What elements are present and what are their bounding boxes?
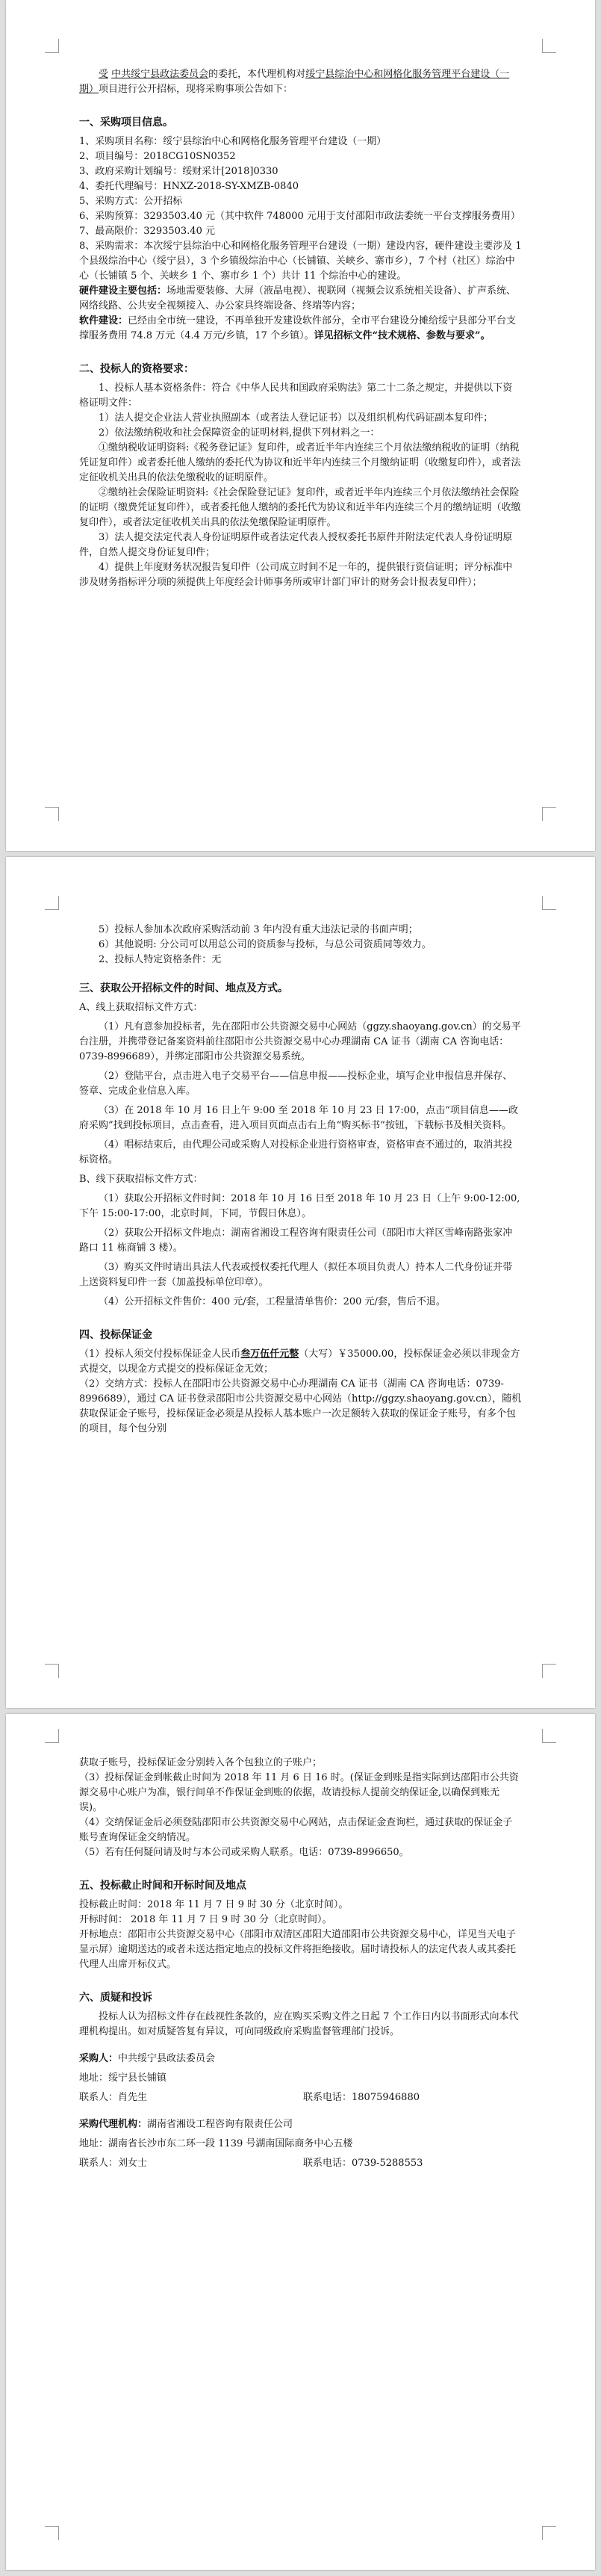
address-label: 地址： xyxy=(79,2072,109,2084)
s1-item: 8、采购需求：本次绥宁县综治中心和网格化服务管理平台建设（一期）建设内容，硬件建设主要涉及 1 个县级综治中心（绥宁县），3 个乡镇级综治中心（长铺镇、关峡乡、寨市乡），7 个村（社区）综治中心（长铺镇 5 个、关峡乡 1 个、寨市乡 1 个）共计 11 个综治中心的建设。 xyxy=(79,241,522,282)
online-step: （1）凡有意参加投标者，先在邵阳市公共资源交易中心网站（ggzy.shaoyang.gov.cn）的交易平台注册，并携带登记备案资料前往邵阳市公共资源交易中心办理湖南 CA 证书（湖南 CA 咨询电话：0739-8996689），并绑定邵阳市公共资源交易系统。 xyxy=(79,1021,521,1062)
document-page-3 xyxy=(6,1714,595,2570)
agency-line xyxy=(79,2117,522,2132)
purchaser-label: 采购人： xyxy=(79,2053,119,2064)
hardware-text: 场地需要装修、大屏（液晶电视）、视联网（视频会议系统相关设备）、扩声系统、网络线路、公共安全视频接入、办公家具终端设备、终端等内容； xyxy=(79,285,517,312)
offline-step: （1）获取公开招标文件时间：2018 年 10 月 16 日至 2018 年 10 月 23 日（上午 9:00-12:00,下午 15:00-17:00，北京时间，下同，节假日休息）。 xyxy=(79,1193,520,1219)
s2-item: 3）法人提交法定代表人身份证明原件或者法定代表人授权委托书原件并附法定代表人身份证明原件，自然人提交身份证复印件； xyxy=(79,532,513,558)
intro-blank: 受 xyxy=(99,69,109,80)
contact-value: 刘女士 xyxy=(118,2158,148,2169)
crop-mark xyxy=(542,1729,556,1743)
crop-mark xyxy=(542,896,556,910)
section-1-title: 一、采购项目信息。 xyxy=(79,117,173,129)
deposit-amount: 叁万伍仟元整 xyxy=(240,1349,299,1360)
address-value: 湖南省长沙市东二环一段 1139 号湖南国际商务中心五楼 xyxy=(108,2138,353,2149)
offline-step: （2）获取公开招标文件地点：湖南省湘设工程咨询有限责任公司（邵阳市大祥区雪峰南路张家冲路口 11 栋商铺 3 楼）。 xyxy=(79,1227,513,1254)
s2-item: 2）依法缴纳税收和社会保障资金的证明材料,提供下列材料之一： xyxy=(99,427,380,439)
deposit-text: （1）投标人须交付投标保证金人民币 xyxy=(79,1349,241,1360)
phone-value: 0739-5288553 xyxy=(352,2158,423,2169)
agency-name: 湖南省湘设工程咨询有限责任公司 xyxy=(147,2119,293,2130)
s2-item: ②缴纳社会保险证明资料:《社会保险登记证》复印件，或者近半年内连续三个月依法缴纳社会保险的证明（缴费凭证复印件），或者委托他人缴纳的委托代为协议和近半年内连续三个月的缴纳证明（收缴复印件），或者法定征收机关出具的依法免缴保险证明原件。 xyxy=(79,487,521,528)
software-tail: 详见招标文件“技术规格、参数与要求”。 xyxy=(314,330,491,341)
phone-label: 联系电话： xyxy=(303,2092,352,2103)
deposit-item: （4）交纳保证金后必须登陆邵阳市公共资源交易中心网站，点击保证金查询栏，通过获取的保证金子账号查询保证金交纳情况。 xyxy=(79,1817,513,1843)
offline-step: （3）购买文件时请出具法人代表或授权委托代理人（拟任本项目负责人）持本人二代身份证并带上送资料复印件一套（加盖投标单位印章）。 xyxy=(79,1262,513,1288)
s1-item: 1、采购项目名称：绥宁县综治中心和网格化服务管理平台建设（一期） xyxy=(79,136,387,147)
s2-item: 1、投标人基本资格条件：符合《中华人民共和国政府采购法》第二十二条之规定，并提供以下资格证明文件： xyxy=(79,383,513,409)
crop-mark xyxy=(45,807,59,821)
s2-item: 4）提供上年度财务状况报告复印件（公司成立时间不足一年的，提供银行资信证明；评分标准中涉及财务指标评分项的须提供上年度经会计师事务所或审计部门审计的财务会计报表复印件）； xyxy=(79,562,513,588)
software-text: 已经由全市统一建设，不再单独开发建设软件部分，全市平台建设分摊给绥宁县部分平台支撑服务费用 74.8 万元（4.4 万元/乡镇，17 个乡镇）。 xyxy=(79,315,517,341)
contact-label: 联系人： xyxy=(79,2158,119,2169)
intro-paragraph xyxy=(79,67,522,97)
s2-item: 5）投标人参加本次政府采购活动前 3 年内没有重大违法记录的书面声明； xyxy=(99,924,418,935)
section-4-title: 四、投标保证金 xyxy=(79,1329,152,1341)
s2-item: 6）其他说明: 分公司可以用总公司的资质参与投标，与总公司资质同等效力。 xyxy=(99,939,432,950)
software-paragraph xyxy=(79,314,522,344)
crop-mark xyxy=(542,2526,556,2540)
agency-label: 采购代理机构： xyxy=(79,2119,148,2130)
crop-mark xyxy=(542,807,556,821)
deposit-continued: 获取子账号，投标保证金分别转入各个包独立的子账户； xyxy=(79,1757,323,1768)
page-2-content xyxy=(79,923,522,1437)
online-step: （2）登陆平台，点击进入电子交易平台——信息申报——投标企业，填写企业申报信息并保存、签章、完成企业信息入库。 xyxy=(79,1071,513,1097)
phone-label: 联系电话： xyxy=(303,2158,352,2169)
crop-mark xyxy=(542,39,556,53)
crop-mark xyxy=(45,1664,59,1678)
intro-text: 的委托，本代理机构对 xyxy=(208,69,306,80)
deadline-item: 开标地点：邵阳市公共资源交易中心（邵阳市双清区邵阳大道邵阳市公共资源交易中心，详见当天电子显示屏）逾期送达的或者未送达指定地点的投标文件将拒绝接收。届时请投标人的法定代表人或其委托代理人出席开标仪式。 xyxy=(79,1929,517,1970)
phone-value: 18075946880 xyxy=(352,2092,420,2103)
section-3-title: 三、获取公开招标文件的时间、地点及方式。 xyxy=(79,982,288,994)
s2-item: 2、投标人特定资格条件：无 xyxy=(99,954,222,965)
contact-value: 肖先生 xyxy=(118,2092,148,2103)
purchaser-address xyxy=(79,2071,522,2086)
address-value: 绥宁县长铺镇 xyxy=(108,2072,167,2084)
deadline-item: 开标时间： 2018 年 11 月 7 日 9 时 30 分（北京时间）。 xyxy=(79,1914,332,1925)
deadline-item: 投标截止时间：2018 年 11 月 7 日 9 时 30 分（北京时间）。 xyxy=(79,1899,349,1910)
intro-text-end: 项目进行公开招标，现将采购事项公告如下： xyxy=(99,84,293,95)
intro-purchaser: 中共绥宁县政法委员会 xyxy=(111,69,209,80)
crop-mark xyxy=(45,39,59,53)
s1-item: 4、委托代理编号：HNXZ-2018-SY-XMZB-0840 xyxy=(79,181,299,192)
intro-project: 绥宁县综治中心和网格化服务管理平台建设（一期） xyxy=(79,69,510,95)
software-label: 软件建设： xyxy=(79,315,128,326)
s1-item: 2、项目编号：2018CG10SN0352 xyxy=(79,151,236,162)
section-6-title: 六、质疑和投诉 xyxy=(79,1992,152,2004)
online-method-title: A、线上获取招标文件方式： xyxy=(79,1002,203,1013)
online-step: （3）在 2018 年 10 月 16 日上午 9:00 至 2018 年 10 月 23 日 17:00，点击“项目信息——政府采购”找到投标项目，点击查看，进入项目页面点击右上角“购买标书”按钮，下载标书及相关资料。 xyxy=(79,1105,518,1131)
s2-item: 1）法人提交企业法人营业执照副本（或者法人登记证书）以及组织机构代码证副本复印件； xyxy=(99,412,493,424)
crop-mark xyxy=(542,1664,556,1678)
section-5-title: 五、投标截止时间和开标时间及地点 xyxy=(79,1880,246,1892)
purchaser-line xyxy=(79,2052,522,2066)
offline-step: （4）公开招标文件售价：400 元/套，工程量清单售价：200 元/套，售后不退。 xyxy=(99,1296,446,1307)
deposit-item-1 xyxy=(79,1347,522,1377)
contact-label: 联系人： xyxy=(79,2092,119,2103)
crop-mark xyxy=(45,1729,59,1743)
deposit-item: （5）若有任何疑问请及时与本公司或采购人联系。电话：0739-8996650。 xyxy=(79,1847,409,1858)
purchaser-name: 中共绥宁县政法委员会 xyxy=(118,2053,216,2064)
page-1-content xyxy=(79,67,522,590)
complaint-text: 投标人认为招标文件存在歧视性条款的，应在购买采购文件之日起 7 个工作日内以书面形式向本代理机构提出。如对质疑答复有异议，可向同级政府采购监督管理部门投诉。 xyxy=(79,2011,519,2037)
document-page-1 xyxy=(6,0,595,851)
purchaser-contact-row xyxy=(79,2090,522,2105)
s1-item: 7、最高限价：3293503.40 元 xyxy=(79,226,215,237)
crop-mark xyxy=(45,2526,59,2540)
offline-method-title: B、线下获取招标文件方式： xyxy=(79,1174,203,1185)
deposit-item: （3）投标保证金到帐截止时间为 2018 年 11 月 6 日 16 时。(保证金到账是指实际到达邵阳市公共资源交易中心账户为准，银行间单不作保证金到账的依据，故请投标人提前交纳保证金,以确保到账无误)。 xyxy=(79,1772,519,1813)
address-label: 地址： xyxy=(79,2138,109,2149)
page-3-content xyxy=(79,1756,522,2171)
s1-item: 3、政府采购计划编号：绥财采计[2018]0330 xyxy=(79,166,278,177)
agency-contact-row xyxy=(79,2156,522,2171)
hardware-paragraph xyxy=(79,284,522,314)
deposit-item-2: （2）交纳方式：投标人在邵阳市公共资源交易中心办理湖南 CA 证书（湖南 CA 咨询电话：0739-8996689），通过 CA 证书登录邵阳市公共资源交易中心网站（http://ggzy.shaoyang.gov.cn），随机获取保证金子账号，投标保证金必须是从投标人基本账户一次足额转入获取的保证金子账号，有多个包的项目，每个包分别 xyxy=(79,1378,522,1434)
crop-mark xyxy=(45,896,59,910)
s2-item: ①缴纳税收证明资料:《税务登记证》复印件，或者近半年内连续三个月依法缴纳税收的证明（纳税凭证复印件）或者委托他人缴纳的委托代为协议和近半年内连续三个月缴纳证明（收缴复印件），或者法定征收机关出具的依法免缴税收的证明原件。 xyxy=(79,442,521,483)
s1-item: 5、采购方式：公开招标 xyxy=(79,196,183,207)
document-page-2 xyxy=(6,857,595,1708)
agency-address xyxy=(79,2137,522,2152)
hardware-label: 硬件建设主要包括： xyxy=(79,285,167,297)
online-step: （4）唱标结束后，由代理公司或采购人对投标企业进行资格审查，资格审查不通过的，取消其投标资格。 xyxy=(79,1139,513,1165)
deposit-text-tail: （大写）￥35000.00，投标保证金必须以非现金方式提交，以现金方式提交的投标保证金无效； xyxy=(79,1349,520,1375)
s1-item: 6、采购预算：3293503.40 元（其中软件 748000 元用于支付邵阳市政法委统一平台支撑服务费用） xyxy=(79,211,520,222)
section-2-title: 二、投标人的资格要求： xyxy=(79,363,194,375)
